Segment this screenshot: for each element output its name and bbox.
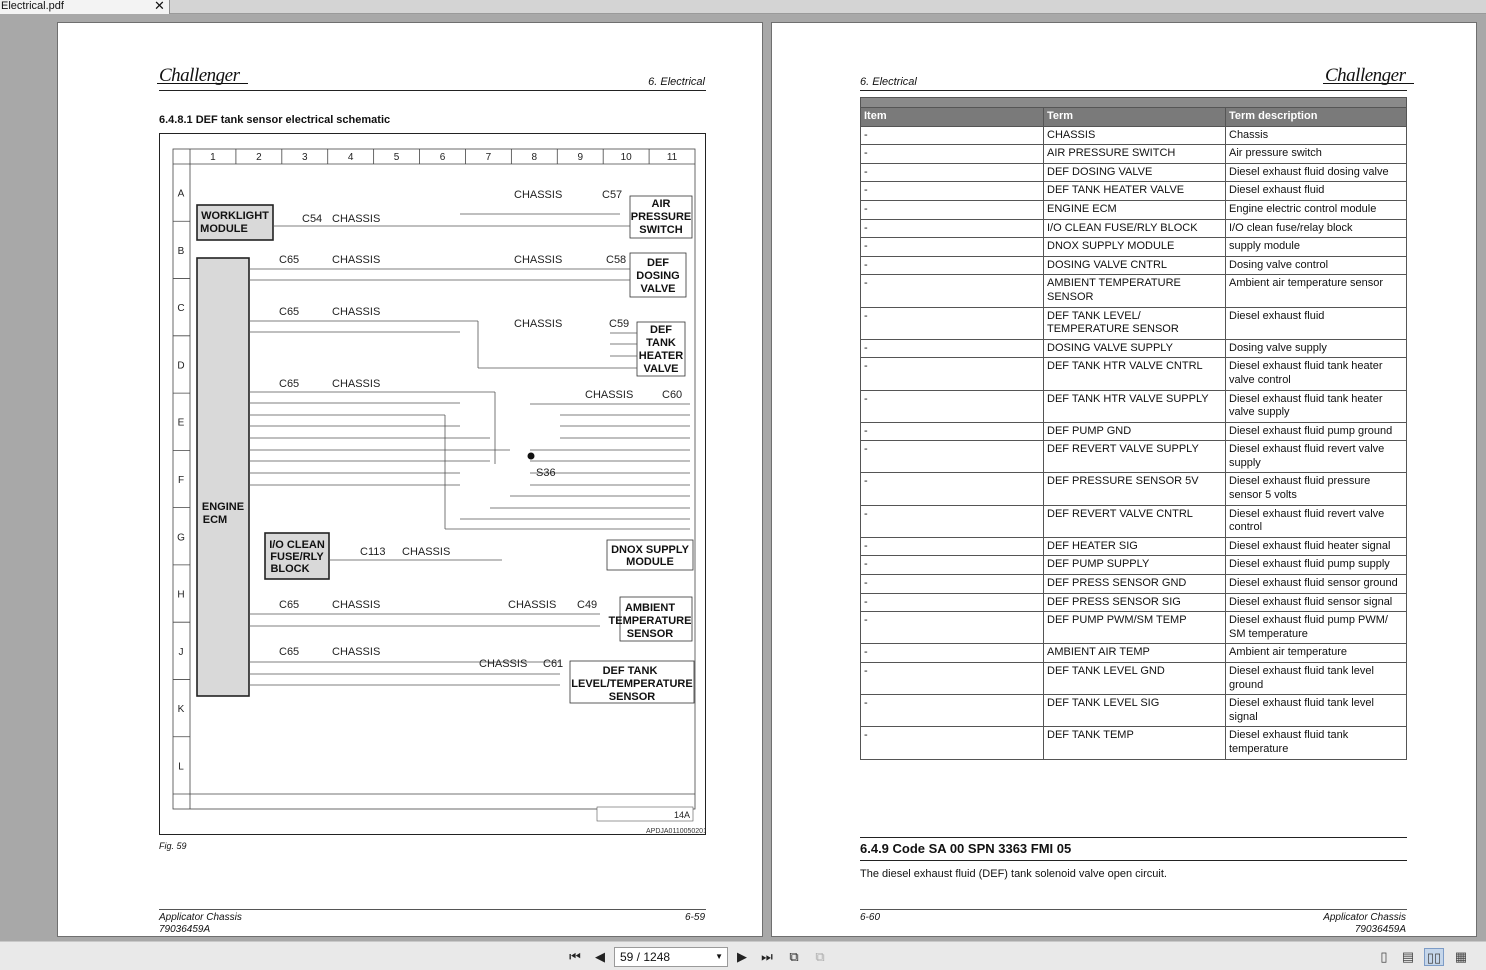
tab-bar	[0, 0, 1486, 14]
table-row	[861, 126, 1407, 145]
close-icon[interactable]: ✕	[154, 0, 165, 13]
grid-row-label: J	[178, 646, 184, 658]
cell-item: -	[861, 200, 1044, 219]
cell-description: Chassis	[1226, 126, 1407, 145]
cell-term: DEF REVERT VALVE CNTRL	[1044, 505, 1226, 537]
table-row	[861, 537, 1407, 556]
grid-col-label: 3	[301, 152, 308, 163]
section-header: 6. Electrical	[860, 76, 917, 88]
ambient-label-3: SENSOR	[626, 628, 674, 640]
cell-item: -	[861, 307, 1044, 339]
dosing-label-2: DOSING	[636, 270, 680, 282]
cell-item: -	[861, 219, 1044, 238]
cell-item: -	[861, 593, 1044, 612]
air-label-1: AIR	[651, 198, 671, 210]
paste-icon[interactable]: ⧉	[815, 949, 825, 964]
cell-term: DEF REVERT VALVE SUPPLY	[1044, 441, 1226, 473]
label-c65-c: C65	[279, 378, 300, 390]
table-row	[861, 593, 1407, 612]
section-header: 6. Electrical	[648, 76, 705, 88]
label-chassis-c49: CHASSIS	[508, 599, 557, 611]
footer-left-1: Applicator Chassis	[159, 912, 242, 923]
tab-title: Electrical.pdf	[1, 0, 64, 12]
last-page-icon[interactable]: ⏭	[761, 949, 773, 964]
air-label-3: SWITCH	[639, 224, 683, 236]
label-s36: S36	[536, 467, 556, 479]
cell-item: -	[861, 126, 1044, 145]
cell-description: Engine electric control module	[1226, 200, 1407, 219]
table-row	[861, 182, 1407, 201]
tank-label-3: SENSOR	[608, 691, 656, 703]
cell-description: Diesel exhaust fluid pump ground	[1226, 422, 1407, 441]
grid-row-label: A	[177, 188, 185, 200]
grid-col-label: 10	[620, 152, 632, 163]
terms-table	[860, 97, 1407, 760]
cell-description: Air pressure switch	[1226, 145, 1407, 164]
page-number-left: 6-59	[684, 912, 705, 923]
cell-term: ENGINE ECM	[1044, 200, 1226, 219]
document-viewer[interactable]	[0, 15, 1486, 941]
grid-col-label: 9	[577, 152, 584, 163]
label-chassis-e: CHASSIS	[402, 546, 451, 558]
label-chassis-c54: CHASSIS	[332, 213, 381, 225]
cell-term: DOSING VALVE CNTRL	[1044, 256, 1226, 275]
cell-term: DEF PUMP GND	[1044, 422, 1226, 441]
worklight-label-1: WORKLIGHT	[201, 210, 269, 222]
cell-term: DEF PRESS SENSOR GND	[1044, 575, 1226, 594]
tank-label-1: DEF TANK	[602, 665, 658, 677]
cell-item: -	[861, 163, 1044, 182]
heater-label-3: HEATER	[638, 350, 684, 362]
cell-term: DOSING VALVE SUPPLY	[1044, 339, 1226, 358]
io-label-2: FUSE/RLY	[270, 551, 324, 563]
footer-rule	[860, 909, 1407, 910]
table-row	[861, 612, 1407, 644]
grid-col-label: 5	[393, 152, 400, 163]
table-row	[861, 339, 1407, 358]
cell-term: DEF HEATER SIG	[1044, 537, 1226, 556]
table-row	[861, 422, 1407, 441]
header-item: Item	[861, 108, 1044, 127]
challenger-logo: Challenger	[1325, 65, 1406, 86]
cell-item: -	[861, 275, 1044, 307]
ecm-label-1: ENGINE	[201, 501, 245, 513]
label-chassis-c59: CHASSIS	[514, 318, 563, 330]
label-c65-e: C65	[279, 646, 300, 658]
tank-label-2: LEVEL/TEMPERATURE	[571, 678, 693, 690]
splice-s36	[528, 453, 535, 460]
table-row	[861, 256, 1407, 275]
table-row	[861, 473, 1407, 505]
header-rule	[860, 90, 1407, 91]
section-heading: 6.4.9 Code SA 00 SPN 3363 FMI 05	[860, 841, 1072, 856]
continuous-view-icon[interactable]: ▤	[1401, 949, 1415, 964]
cell-term: DEF TANK LEVEL GND	[1044, 663, 1226, 695]
cell-description: Diesel exhaust fluid tank level ground	[1226, 663, 1407, 695]
table-row	[861, 575, 1407, 594]
drawing-code: APDJA0110050201	[646, 828, 705, 834]
section-rule-bottom	[860, 860, 1407, 861]
label-c65-a: C65	[279, 254, 300, 266]
cell-description: Diesel exhaust fluid	[1226, 307, 1407, 339]
label-chassis-f: CHASSIS	[332, 599, 381, 611]
cell-description: Diesel exhaust fluid tank heater valve supply	[1226, 390, 1407, 422]
tab-electrical-pdf[interactable]	[0, 0, 170, 14]
grid-row-label: D	[177, 360, 185, 372]
label-c58: C58	[606, 254, 627, 266]
figure-caption: Fig. 59	[159, 841, 187, 851]
two-page-view-icon[interactable]: ▯▯	[1424, 948, 1444, 966]
navigation-toolbar	[0, 941, 1486, 970]
cell-item: -	[861, 612, 1044, 644]
cell-item: -	[861, 358, 1044, 390]
cell-term: DEF TANK HTR VALVE SUPPLY	[1044, 390, 1226, 422]
heater-label-4: VALVE	[643, 363, 679, 375]
cell-description: I/O clean fuse/relay block	[1226, 219, 1407, 238]
cell-term: DEF TANK HEATER VALVE	[1044, 182, 1226, 201]
grid-col-label: 4	[347, 152, 354, 163]
footer-rule	[159, 909, 706, 910]
label-c49: C49	[577, 599, 598, 611]
cell-item: -	[861, 644, 1044, 663]
cell-description: Diesel exhaust fluid heater signal	[1226, 537, 1407, 556]
cell-term: AMBIENT AIR TEMP	[1044, 644, 1226, 663]
cell-item: -	[861, 727, 1044, 759]
cell-term: DEF TANK LEVEL SIG	[1044, 695, 1226, 727]
section-title: 6.4.8.1 DEF tank sensor electrical schematic	[159, 114, 391, 126]
label-c60: C60	[662, 389, 683, 401]
grid-col-label: 2	[256, 152, 262, 163]
ambient-label-1: AMBIENT	[624, 602, 676, 614]
cell-description: Diesel exhaust fluid tank level signal	[1226, 695, 1407, 727]
cell-term: AMBIENT TEMPERATURE SENSOR	[1044, 275, 1226, 307]
table-row	[861, 145, 1407, 164]
heater-label-1: DEF	[650, 324, 672, 336]
table-row	[861, 163, 1407, 182]
table-row	[861, 238, 1407, 257]
table-row	[861, 390, 1407, 422]
table-row	[861, 441, 1407, 473]
cell-description: Diesel exhaust fluid dosing valve	[1226, 163, 1407, 182]
grid-row-label: E	[177, 417, 185, 429]
cell-item: -	[861, 145, 1044, 164]
grid-row-label: G	[177, 532, 185, 544]
electrical-schematic	[159, 133, 706, 835]
cell-term: DEF TANK LEVEL/ TEMPERATURE SENSOR	[1044, 307, 1226, 339]
ecm-label-2: ECM	[202, 514, 228, 526]
cell-term: DEF TANK HTR VALVE CNTRL	[1044, 358, 1226, 390]
table-row	[861, 505, 1407, 537]
label-c65-d: C65	[279, 599, 300, 611]
cell-term: DEF PRESSURE SENSOR 5V	[1044, 473, 1226, 505]
cell-term: DEF PUMP PWM/SM TEMP	[1044, 612, 1226, 644]
footer-right-1: Applicator Chassis	[1323, 912, 1406, 923]
cell-item: -	[861, 473, 1044, 505]
io-label-3: BLOCK	[270, 563, 310, 575]
label-chassis-c61: CHASSIS	[479, 658, 528, 670]
cell-description: Diesel exhaust fluid	[1226, 182, 1407, 201]
cell-term: DNOX SUPPLY MODULE	[1044, 238, 1226, 257]
cell-term: DEF PRESS SENSOR SIG	[1044, 593, 1226, 612]
cell-item: -	[861, 422, 1044, 441]
cell-description: Diesel exhaust fluid revert valve supply	[1226, 441, 1407, 473]
cell-item: -	[861, 441, 1044, 473]
label-c65-b: C65	[279, 306, 300, 318]
cell-item: -	[861, 505, 1044, 537]
grid-col-label: 7	[485, 152, 492, 163]
cell-term: I/O CLEAN FUSE/RLY BLOCK	[1044, 219, 1226, 238]
page-number-value: 59 / 1248	[620, 950, 671, 964]
io-label-1: I/O CLEAN	[269, 539, 325, 551]
cell-item: -	[861, 256, 1044, 275]
cell-item: -	[861, 695, 1044, 727]
label-c113: C113	[360, 546, 386, 558]
engine-ecm-block	[197, 258, 249, 696]
cell-description: supply module	[1226, 238, 1407, 257]
cell-description: Diesel exhaust fluid sensor ground	[1226, 575, 1407, 594]
label-chassis-d: CHASSIS	[332, 378, 381, 390]
schematic-svg	[160, 134, 705, 834]
table-row	[861, 727, 1407, 759]
grid-row-label: F	[177, 475, 185, 486]
air-label-2: PRESSURE	[630, 211, 692, 223]
ambient-label-2: TEMPERATURE	[608, 615, 692, 627]
cell-description: Dosing valve supply	[1226, 339, 1407, 358]
table-header-row	[861, 108, 1407, 127]
cell-description: Diesel exhaust fluid tank temperature	[1226, 727, 1407, 759]
two-page-continuous-view-icon[interactable]: ▦	[1454, 949, 1468, 964]
label-chassis-g: CHASSIS	[332, 646, 381, 658]
dnox-label-2: MODULE	[626, 556, 674, 568]
cell-term: CHASSIS	[1044, 126, 1226, 145]
dnox-label-1: DNOX SUPPLY	[611, 544, 689, 556]
table-row	[861, 663, 1407, 695]
next-page-icon[interactable]: ▶	[737, 949, 747, 964]
cell-item: -	[861, 390, 1044, 422]
cell-description: Dosing valve control	[1226, 256, 1407, 275]
cell-description: Diesel exhaust fluid sensor signal	[1226, 593, 1407, 612]
grid-row-label: L	[178, 761, 184, 773]
cell-item: -	[861, 556, 1044, 575]
dosing-label-3: VALVE	[640, 283, 676, 295]
cell-description: Diesel exhaust fluid revert valve control	[1226, 505, 1407, 537]
sheet-label: 14A	[674, 810, 691, 820]
cell-item: -	[861, 575, 1044, 594]
worklight-label-2: MODULE	[200, 223, 248, 235]
section-rule-top	[860, 837, 1407, 838]
footer-left-2: 79036459A	[159, 924, 211, 935]
first-page-icon[interactable]: ⏮	[569, 949, 581, 964]
dosing-label-1: DEF	[647, 257, 669, 269]
label-c57: C57	[602, 189, 623, 201]
cell-description: Ambient air temperature	[1226, 644, 1407, 663]
grid-row-label: K	[177, 704, 185, 716]
header-description: Term description	[1226, 108, 1407, 127]
cell-term: DEF DOSING VALVE	[1044, 163, 1226, 182]
table-row	[861, 219, 1407, 238]
heater-label-2: TANK	[646, 337, 676, 349]
page-number-input[interactable]	[614, 947, 728, 967]
copy-icon[interactable]: ⧉	[789, 949, 799, 964]
label-chassis-b: CHASSIS	[332, 254, 381, 266]
grid-col-label: 11	[666, 152, 678, 163]
cell-item: -	[861, 537, 1044, 556]
header-term: Term	[1044, 108, 1226, 127]
cell-term: DEF TANK TEMP	[1044, 727, 1226, 759]
cell-description: Diesel exhaust fluid tank heater valve control	[1226, 358, 1407, 390]
table-row	[861, 275, 1407, 307]
page-59	[57, 22, 763, 937]
cell-description: Diesel exhaust fluid pump supply	[1226, 556, 1407, 575]
grid-col-label: 8	[531, 152, 538, 163]
cell-description: Diesel exhaust fluid pressure sensor 5 volts	[1226, 473, 1407, 505]
cell-term: DEF PUMP SUPPLY	[1044, 556, 1226, 575]
challenger-logo: Challenger	[159, 65, 240, 86]
page-number-right: 6-60	[860, 912, 881, 923]
cell-term: AIR PRESSURE SWITCH	[1044, 145, 1226, 164]
table-row	[861, 200, 1407, 219]
table-row	[861, 358, 1407, 390]
label-chassis-c58: CHASSIS	[514, 254, 563, 266]
cell-item: -	[861, 339, 1044, 358]
label-c54: C54	[302, 213, 323, 225]
page-60	[771, 22, 1477, 937]
table-row	[861, 556, 1407, 575]
grid-col-label: 6	[439, 152, 446, 163]
dropdown-icon[interactable]: ▼	[715, 952, 723, 961]
label-chassis-c: CHASSIS	[332, 306, 381, 318]
prev-page-icon[interactable]: ◀	[595, 949, 605, 964]
table-row	[861, 695, 1407, 727]
cell-item: -	[861, 182, 1044, 201]
cell-item: -	[861, 238, 1044, 257]
header-rule	[159, 90, 706, 91]
grid-row-label: B	[177, 245, 185, 257]
grid-row-label: H	[177, 589, 185, 601]
label-c59: C59	[609, 318, 630, 330]
footer-right-2: 79036459A	[1354, 924, 1406, 935]
table-row	[861, 307, 1407, 339]
cell-description: Ambient air temperature sensor	[1226, 275, 1407, 307]
grid-col-label: 1	[210, 152, 216, 163]
label-c61: C61	[543, 658, 564, 670]
single-page-view-icon[interactable]: ▯	[1380, 949, 1388, 964]
label-chassis-c60: CHASSIS	[585, 389, 634, 401]
cell-description: Diesel exhaust fluid pump PWM/ SM temperature	[1226, 612, 1407, 644]
table-row	[861, 644, 1407, 663]
label-chassis-c57: CHASSIS	[514, 189, 563, 201]
section-body-text: The diesel exhaust fluid (DEF) tank solenoid valve open circuit.	[860, 868, 1167, 880]
grid-row-label: C	[177, 303, 185, 315]
cell-item: -	[861, 663, 1044, 695]
